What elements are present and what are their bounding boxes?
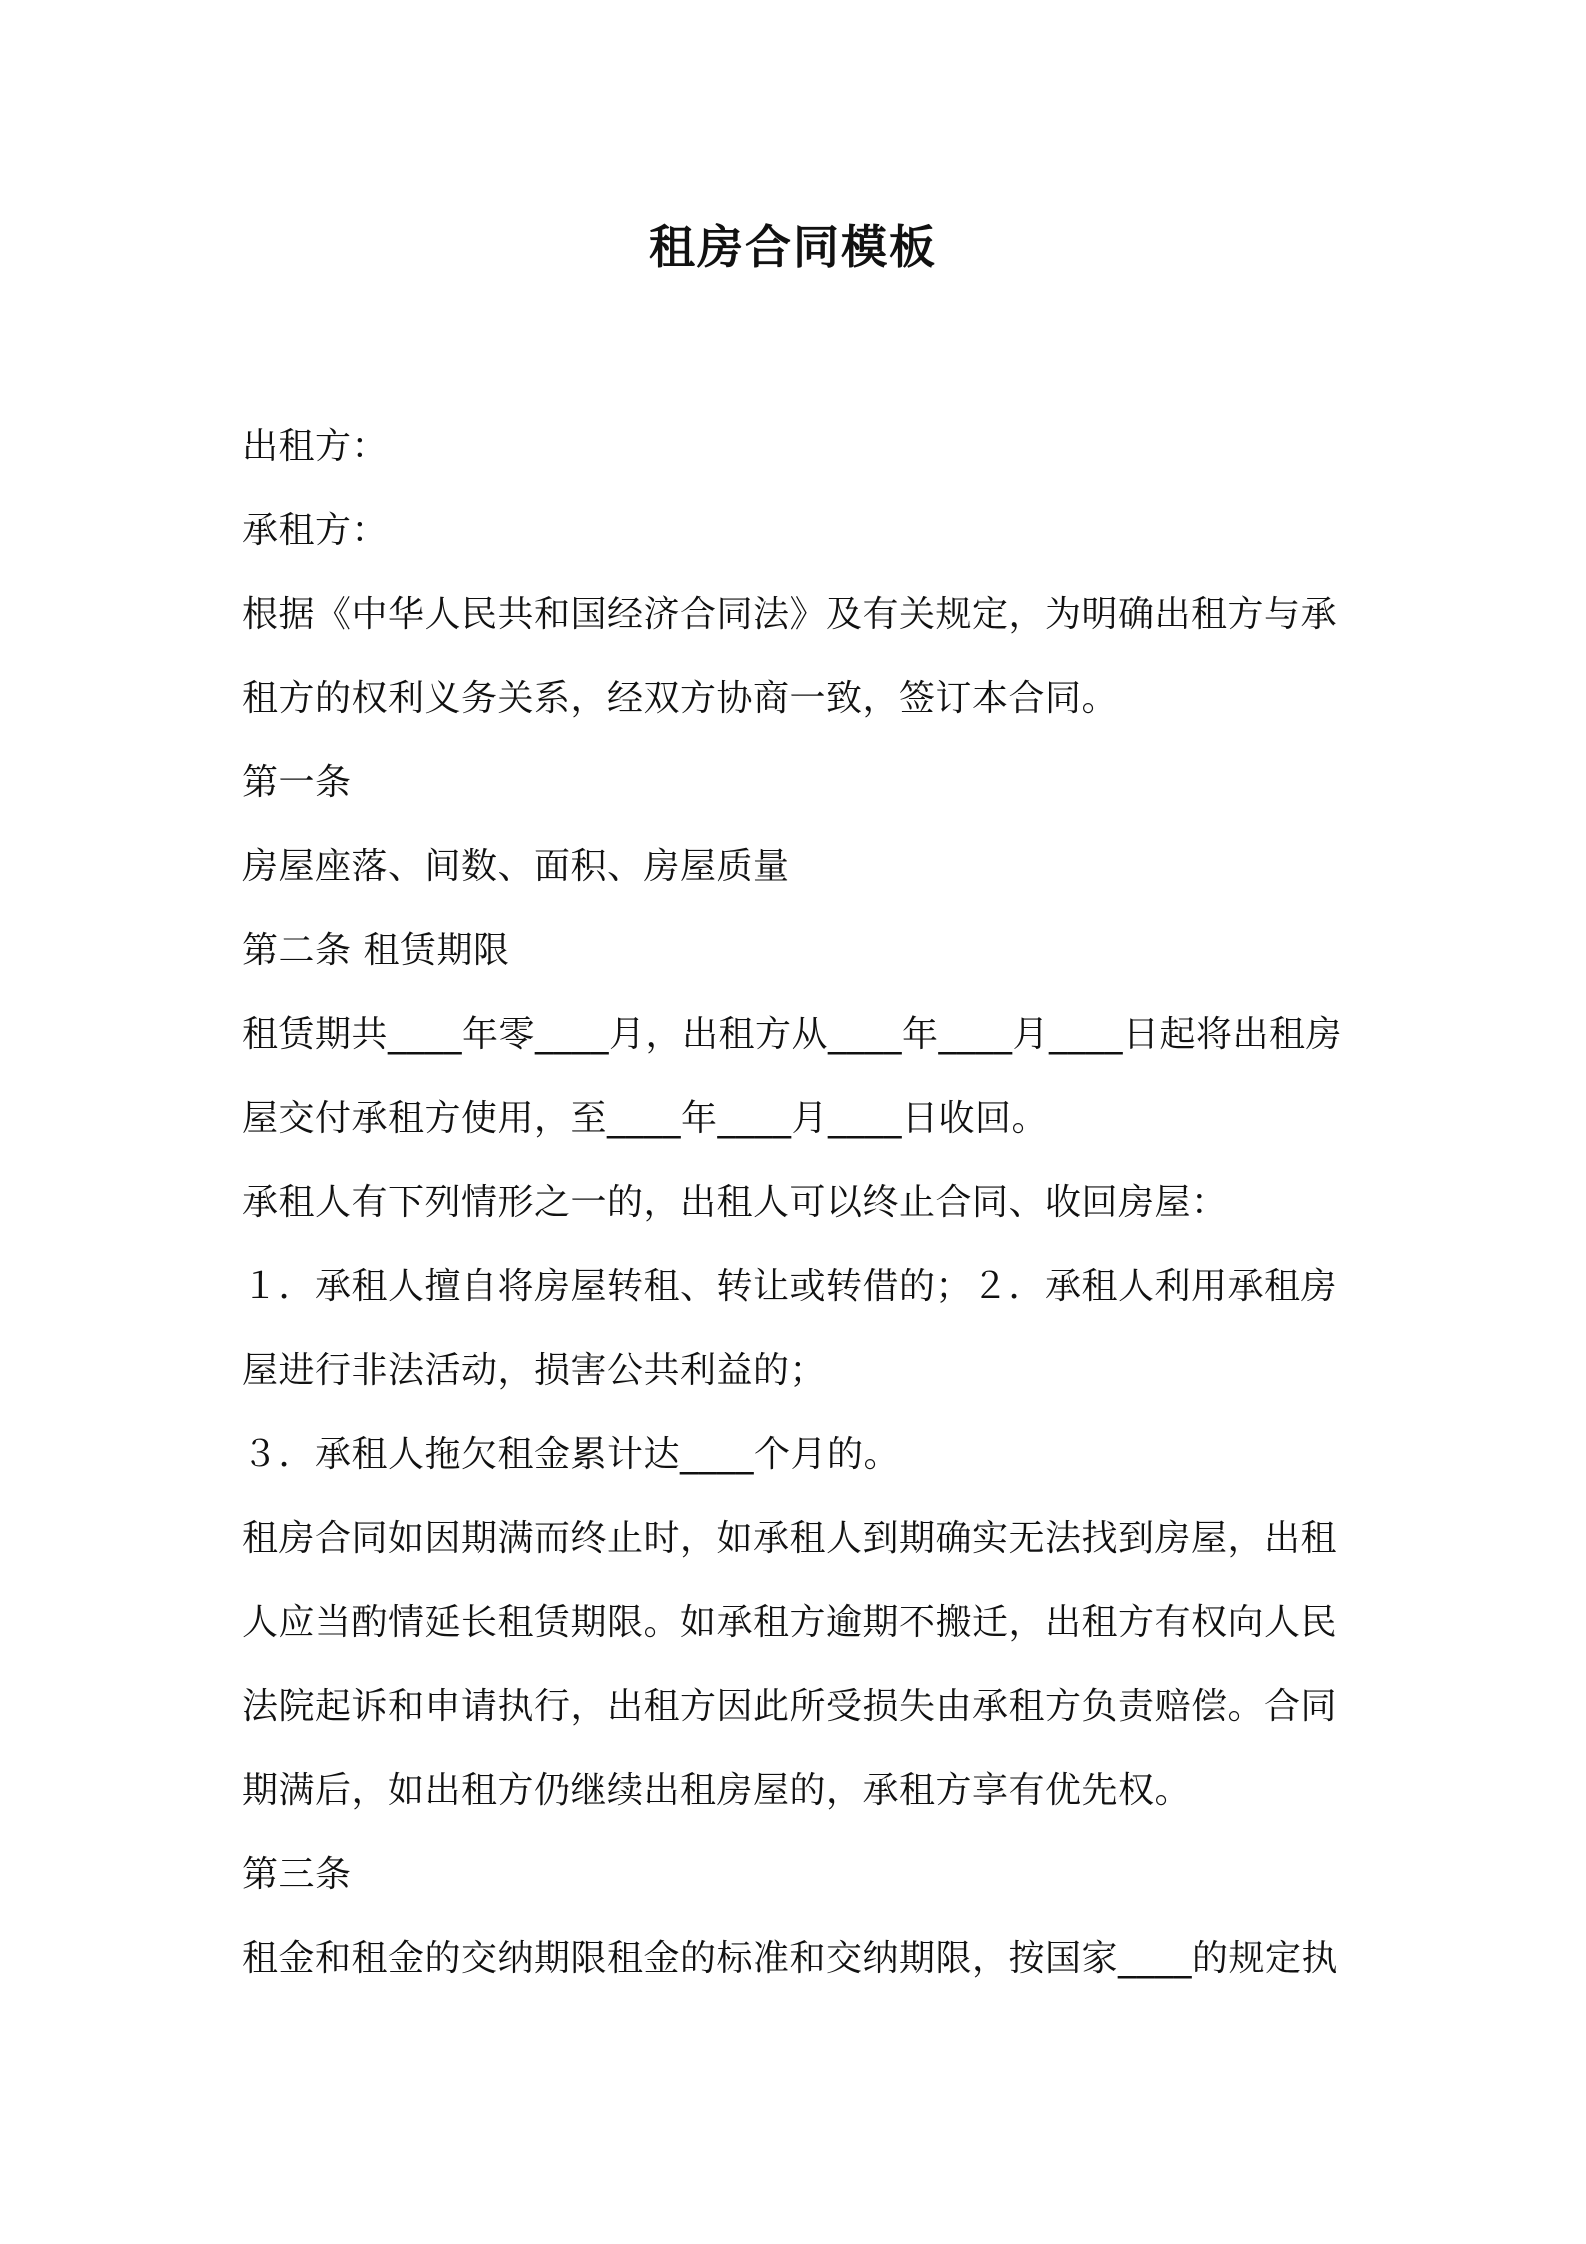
termination-item-1-2: １．承租人擅自将房屋转租、转让或转借的；２．承租人利用承租房 bbox=[242, 1266, 1338, 1307]
document-title: 租房合同模板 bbox=[649, 220, 937, 274]
article-3-heading: 第三条 bbox=[242, 1854, 352, 1895]
expiry-paragraph-line-4: 期满后，如出租方仍继续出租房屋的，承租方享有优先权。 bbox=[242, 1770, 1192, 1811]
preamble-line-1: 根据《中华人民共和国经济合同法》及有关规定，为明确出租方与承 bbox=[242, 594, 1338, 635]
lease-term-line-2: 屋交付承租方使用，至____年____月____日收回。 bbox=[242, 1098, 1049, 1139]
expiry-paragraph-line-2: 人应当酌情延长租赁期限。如承租方逾期不搬迁，出租方有权向人民 bbox=[242, 1602, 1338, 1643]
preamble-line-2: 租方的权利义务关系，经双方协商一致，签订本合同。 bbox=[242, 678, 1119, 719]
termination-item-3: ３．承租人拖欠租金累计达____个月的。 bbox=[242, 1434, 901, 1475]
termination-item-2-cont: 屋进行非法活动，损害公共利益的； bbox=[242, 1350, 827, 1391]
lessor-line: 出租方： bbox=[242, 426, 389, 467]
article-1-heading: 第一条 bbox=[242, 762, 352, 803]
article-1-text: 房屋座落、间数、面积、房屋质量 bbox=[242, 846, 790, 887]
expiry-paragraph-line-3: 法院起诉和申请执行，出租方因此所受损失由承租方负责赔偿。合同 bbox=[242, 1686, 1338, 1727]
article-2-heading: 第二条 租赁期限 bbox=[242, 930, 510, 971]
expiry-paragraph-line-1: 租房合同如因期满而终止时，如承租人到期确实无法找到房屋，出租 bbox=[242, 1518, 1338, 1559]
rent-line-1: 租金和租金的交纳期限租金的标准和交纳期限，按国家____的规定执 bbox=[242, 1938, 1339, 1979]
termination-intro: 承租人有下列情形之一的，出租人可以终止合同、收回房屋： bbox=[242, 1182, 1228, 1223]
lease-term-line-1: 租赁期共____年零____月，出租方从____年____月____日起将出租房 bbox=[242, 1014, 1343, 1055]
document-body bbox=[242, 405, 1362, 2001]
lessee-line: 承租方： bbox=[242, 510, 389, 551]
